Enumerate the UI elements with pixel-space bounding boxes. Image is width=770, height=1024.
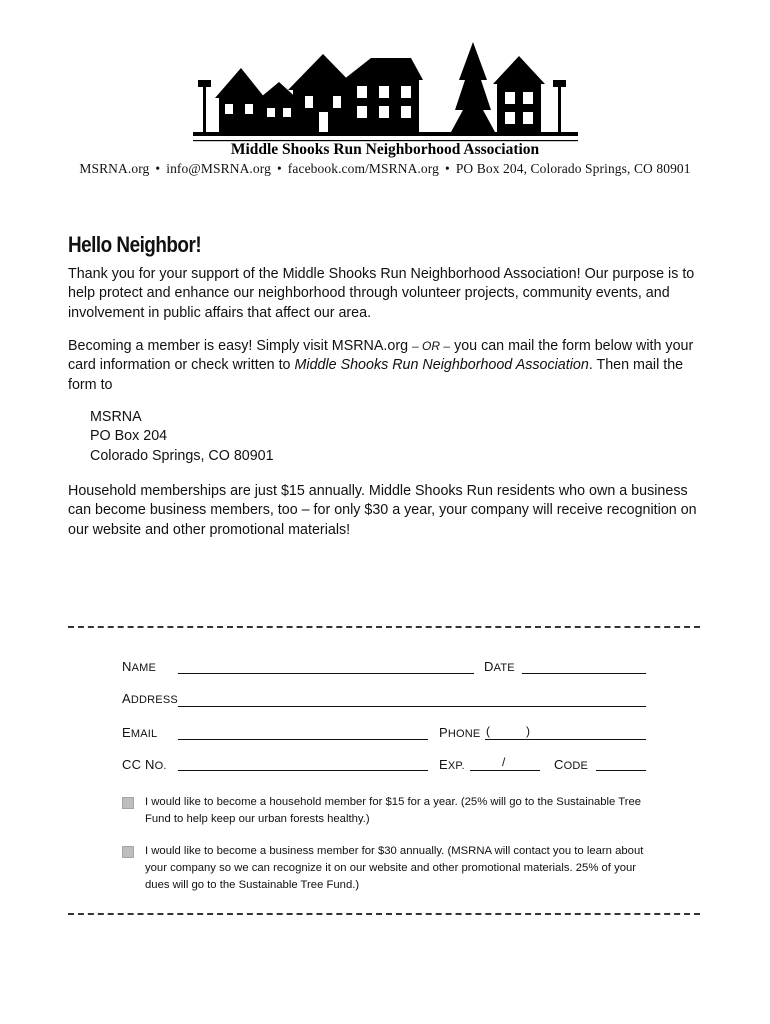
address-line: PO Box 204 xyxy=(90,428,168,445)
logo-caption: Middle Shooks Run Neighborhood Association xyxy=(230,141,540,158)
text: Becoming a member is easy! Simply visit MSRNA.org xyxy=(68,338,409,354)
phone-paren-open: ( xyxy=(486,724,490,738)
cut-line xyxy=(68,913,700,915)
text: you can mail the form below with your card information or check written to xyxy=(68,338,694,374)
text: . Then mail the form to xyxy=(68,357,684,393)
cc-number-label: CC NO. xyxy=(122,757,167,772)
membership-paragraph xyxy=(68,337,708,395)
household-checkbox[interactable] xyxy=(122,797,134,809)
email-field[interactable] xyxy=(178,739,428,740)
or-separator: – OR – xyxy=(412,339,451,353)
separator: • xyxy=(276,161,282,176)
email-link[interactable]: info@MSRNA.org xyxy=(166,161,271,176)
date-label: DATE xyxy=(484,659,515,674)
email-label: EMAIL xyxy=(122,725,158,740)
name-field[interactable] xyxy=(178,673,474,674)
business-option-label: I would like to become a business member for $30 annually. (MSRNA will contact you to learn about your company so we can recognize it on our website and other promotional materials. 25% of your dues will go to the Sustainable Tree Fund.) xyxy=(145,845,644,891)
facebook-link[interactable]: facebook.com/MSRNA.org xyxy=(287,161,439,176)
greeting-heading: Hello Neighbor! xyxy=(68,232,202,257)
separator: • xyxy=(444,161,450,176)
date-field[interactable] xyxy=(522,673,646,674)
address-field[interactable] xyxy=(178,706,646,707)
address-line: MSRNA xyxy=(90,409,142,425)
postal-address: PO Box 204, Colorado Springs, CO 80901 xyxy=(455,161,691,176)
phone-paren-close: ) xyxy=(526,724,530,738)
household-option-label: I would like to become a household member for $15 for a year. (25% will go to the Sustainable Tree Fund to help keep our urban forests healthy.) xyxy=(145,796,642,825)
code-label: CODE xyxy=(554,757,589,772)
separator: • xyxy=(155,161,161,176)
phone-label: PHONE xyxy=(439,725,481,740)
intro-paragraph: Thank you for your support of the Middle Shooks Run Neighborhood Association! Our purpose is to help protect and enhance our neighborhood through volunteer projects, community events, and involvement in public affairs that affect our area. xyxy=(68,266,695,321)
mailing-address xyxy=(90,408,274,466)
association-logo xyxy=(193,40,578,158)
exp-field[interactable] xyxy=(470,770,540,771)
contact-line xyxy=(0,161,770,177)
cc-number-field[interactable] xyxy=(178,770,428,771)
exp-label: EXP. xyxy=(439,757,465,772)
address-label: ADDRESS xyxy=(122,691,178,706)
cut-line xyxy=(68,626,700,628)
exp-slash: / xyxy=(502,755,506,769)
code-field[interactable] xyxy=(596,770,646,771)
business-checkbox[interactable] xyxy=(122,846,134,858)
phone-field[interactable] xyxy=(485,739,646,740)
website-link[interactable]: MSRNA.org xyxy=(79,161,150,176)
name-label: NAME xyxy=(122,659,157,674)
address-line: Colorado Springs, CO 80901 xyxy=(90,447,274,464)
organization-name: Middle Shooks Run Neighborhood Association xyxy=(294,357,589,374)
pricing-paragraph: Household memberships are just $15 annually. Middle Shooks Run residents who own a business can become business members, too – for only $30 a year, your company will receive recognition on our website and other promotional materials! xyxy=(68,483,697,538)
